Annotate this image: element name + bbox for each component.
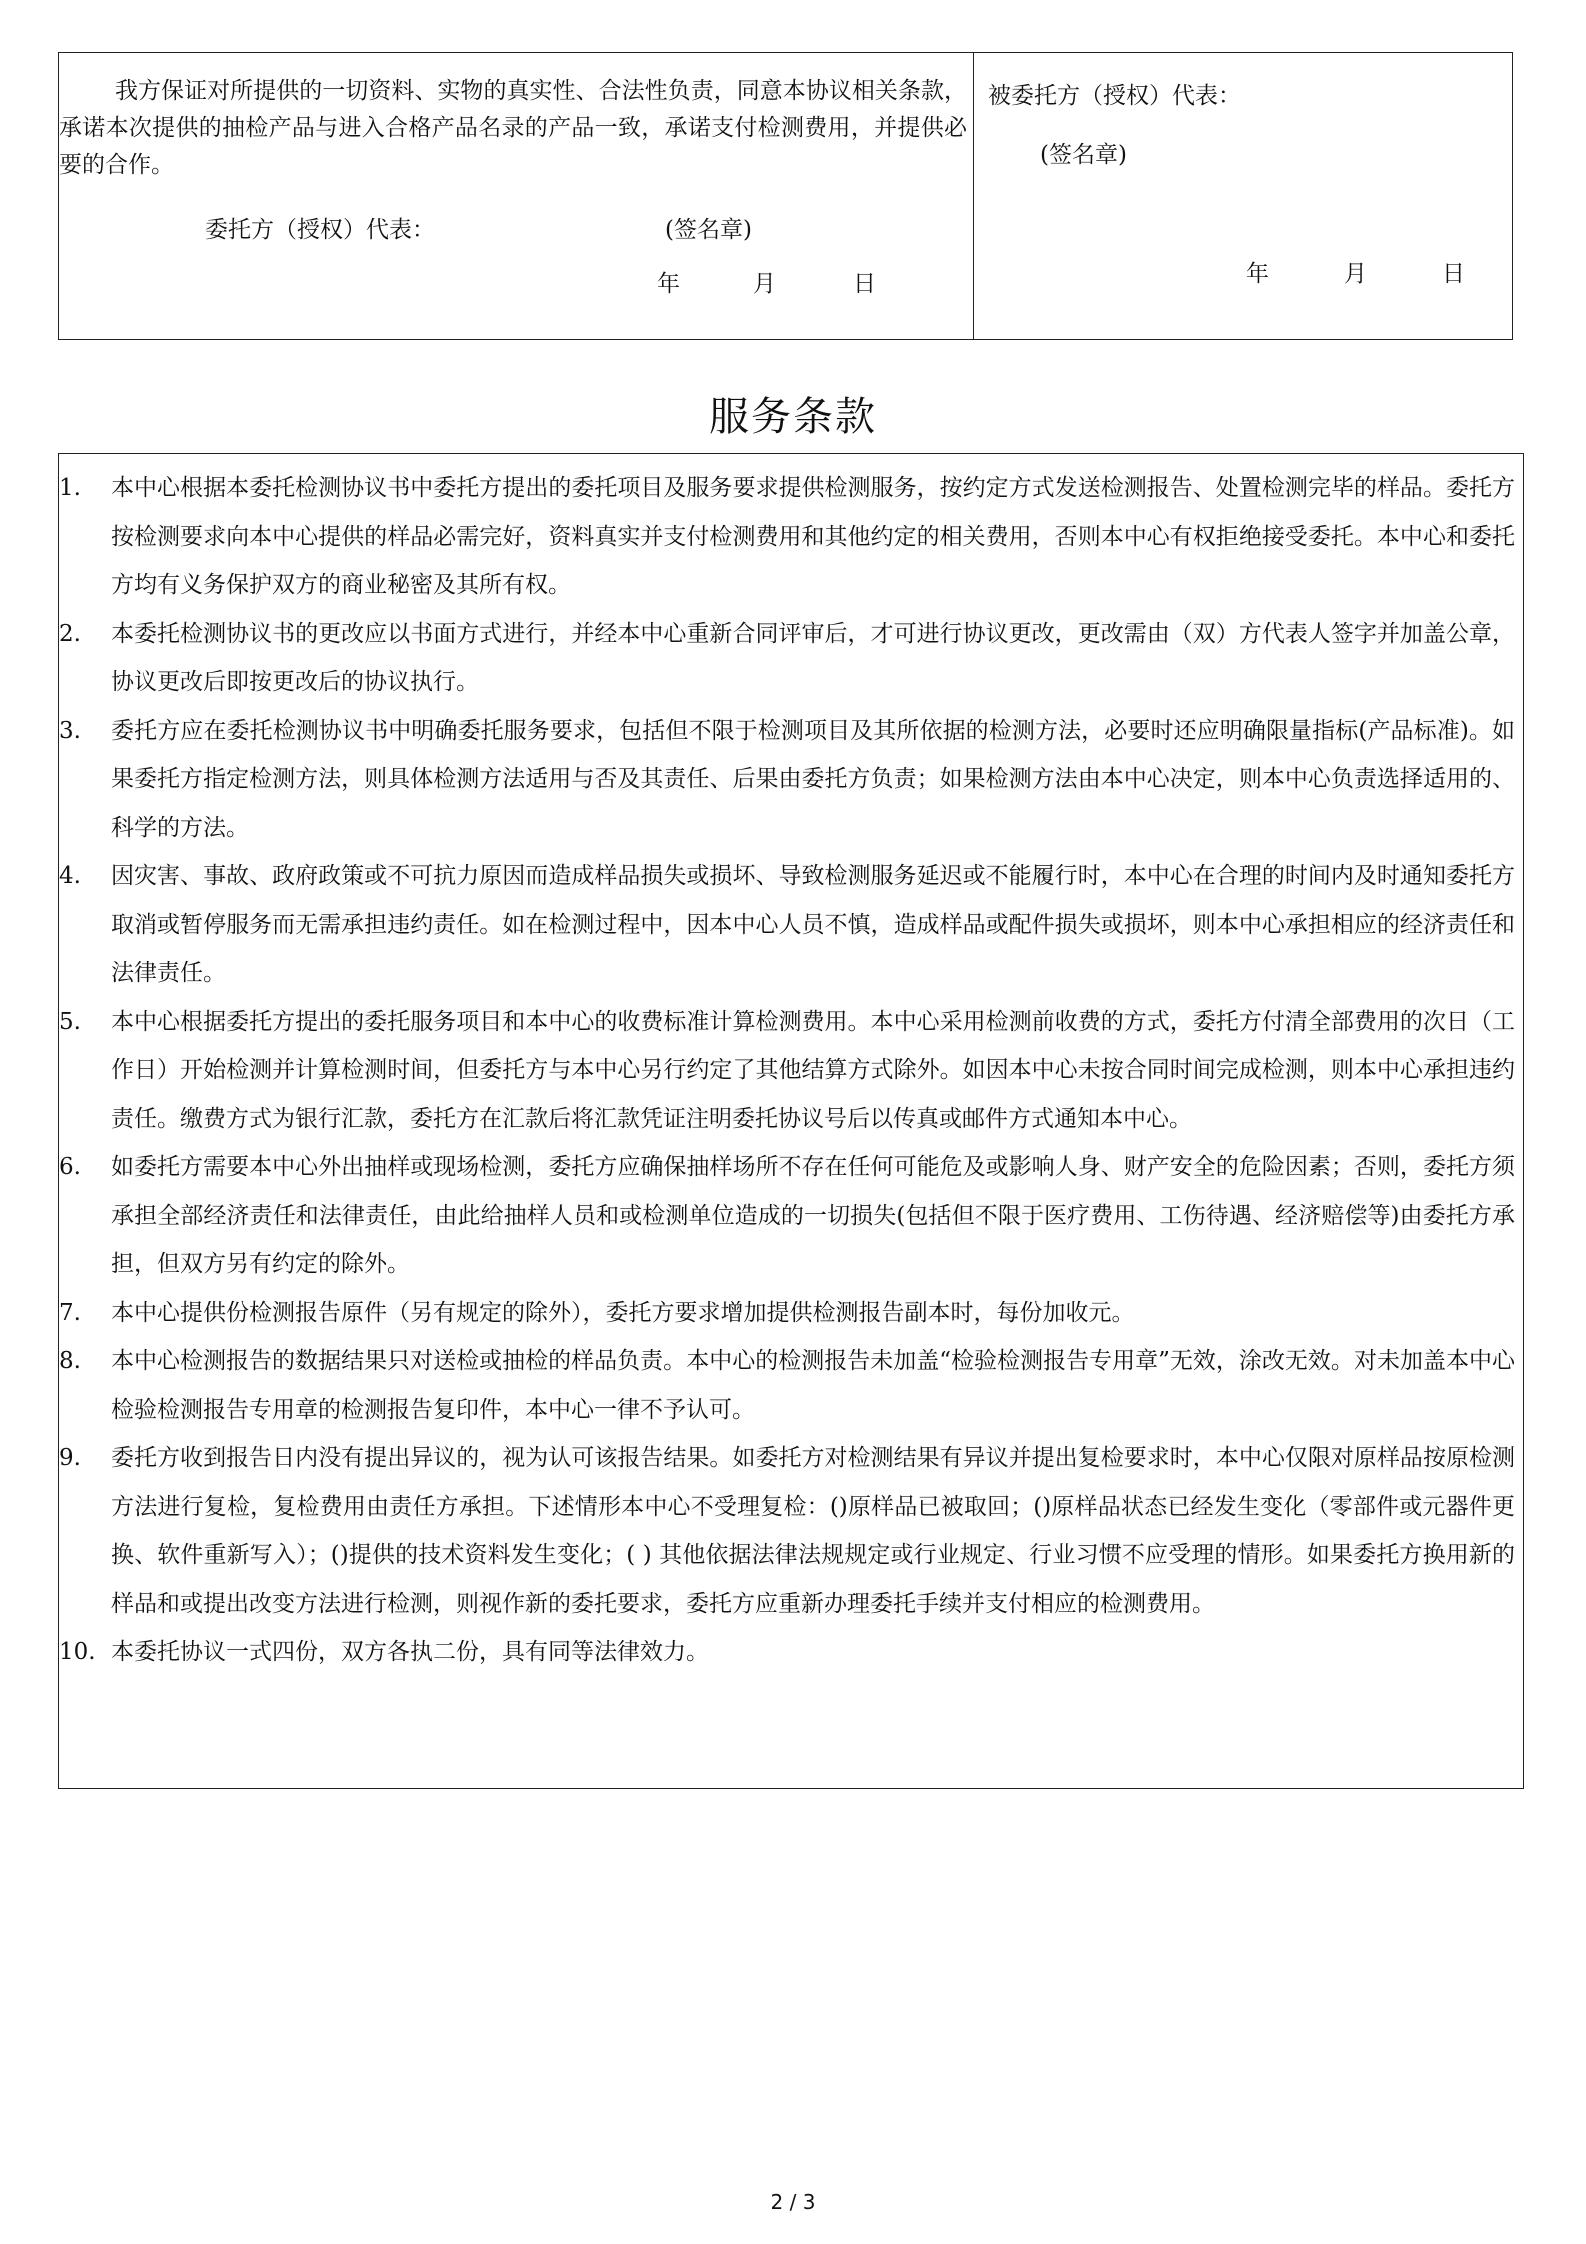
- term-item: [59, 707, 1523, 853]
- term-number: 9.: [59, 1445, 81, 1471]
- entrusted-date-year: 年: [1246, 261, 1269, 287]
- page-number: 2 / 3: [770, 2190, 816, 2214]
- client-sign-label: (签名章): [665, 217, 752, 243]
- term-item: [59, 1143, 1523, 1289]
- entrusted-date-month: 月: [1344, 261, 1367, 287]
- term-item: [59, 1289, 1523, 1338]
- term-text: 本中心根据委托方提出的委托服务项目和本中心的收费标准计算检测费用。本中心采用检测前收费的方式，委托方付清全部费用的次日（工作日）开始检测并计算检测时间，但委托方与本中心另行约定了其他结算方式除外。如因本中心未按合同时间完成检测，则本中心承担违约责任。缴费方式为银行汇款，委托方在汇款后将汇款凭证注明委托协议号后以传真或邮件方式通知本中心。: [111, 1008, 1515, 1132]
- term-text: 本委托检测协议书的更改应以书面方式进行，并经本中心重新合同评审后，才可进行协议更改，更改需由（双）方代表人签字并加盖公章，协议更改后即按更改后的协议执行。: [111, 620, 1515, 695]
- term-number: 5.: [59, 1008, 81, 1035]
- entrusted-signature-cell: [974, 53, 1512, 339]
- term-text: 委托方应在委托检测协议书中明确委托服务要求，包括但不限于检测项目及其所依据的检测方法，必要时还应明确限量指标(产品标准)。如果委托方指定检测方法，则具体检测方法适用与否及其责任、后果由委托方负责；如果检测方法由本中心决定，则本中心负责选择适用的、科学的方法。: [111, 717, 1515, 841]
- term-item: [59, 1434, 1523, 1628]
- term-number: 1.: [59, 475, 81, 501]
- term-text: 委托方收到报告日内没有提出异议的，视为认可该报告结果。如委托方对检测结果有异议并提出复检要求时，本中心仅限对原样品按原检测方法进行复检，复检费用由责任方承担。下述情形本中心不受理复检：()原样品已被取回；()原样品状态已经发生变化（零部件或元器件更换、软件重新写入）；()提供的技术资料发生变化；( ) 其他依据法律法规规定或行业规定、行业习惯不应受理的情形。如果委托方换用新的样品和或提出改变方法进行检测，则视作新的委托要求，委托方应重新办理委托手续并支付相应的检测费用。: [111, 1445, 1515, 1617]
- term-number: 3.: [59, 717, 81, 744]
- term-number: 7.: [59, 1299, 81, 1326]
- term-number: 4.: [59, 863, 81, 889]
- term-text: 本中心根据本委托检测协议书中委托方提出的委托项目及服务要求提供检测服务，按约定方式发送检测报告、处置检测完毕的样品。委托方按检测要求向本中心提供的样品必需完好，资料真实并支付检测费用和其他约定的相关费用，否则本中心有权拒绝接受委托。本中心和委托方均有义务保护双方的商业秘密及其所有权。: [111, 475, 1515, 598]
- service-terms-box: [58, 453, 1524, 1789]
- service-terms-title: 服务条款: [709, 394, 877, 440]
- client-date-month: 月: [753, 271, 776, 297]
- term-number: 10.: [59, 1639, 96, 1665]
- term-text: 本委托协议一式四份，双方各执二份，具有同等法律效力。: [111, 1639, 709, 1665]
- term-item: [59, 998, 1523, 1144]
- term-item: [59, 1337, 1523, 1434]
- client-date-day: 日: [853, 271, 876, 297]
- entrusted-date-day: 日: [1442, 261, 1465, 287]
- client-date-year: 年: [657, 271, 680, 297]
- client-rep-label: 委托方（授权）代表：: [205, 217, 435, 243]
- term-number: 2.: [59, 620, 81, 647]
- term-item: [59, 610, 1523, 707]
- term-text: 本中心提供份检测报告原件（另有规定的除外），委托方要求增加提供检测报告副本时，每份加收元。: [111, 1299, 1135, 1326]
- signature-table: [58, 52, 1513, 340]
- term-number: 8.: [59, 1348, 81, 1374]
- client-signature-cell: [59, 53, 974, 339]
- term-item: [59, 852, 1523, 998]
- guarantee-statement: 我方保证对所提供的一切资料、实物的真实性、合法性负责，同意本协议相关条款，承诺本次提供的抽检产品与进入合格产品名录的产品一致，承诺支付检测费用，并提供必要的合作。: [59, 78, 967, 178]
- term-text: 因灾害、事故、政府政策或不可抗力原因而造成样品损失或损坏、导致检测服务延迟或不能履行时，本中心在合理的时间内及时通知委托方取消或暂停服务而无需承担违约责任。如在检测过程中，因本中心人员不慎，造成样品或配件损失或损坏，则本中心承担相应的经济责任和法律责任。: [111, 863, 1515, 986]
- term-number: 6.: [59, 1154, 81, 1180]
- term-text: 如委托方需要本中心外出抽样或现场检测，委托方应确保抽样场所不存在任何可能危及或影响人身、财产安全的危险因素；否则，委托方须承担全部经济责任和法律责任，由此给抽样人员和或检测单位造成的一切损失(包括但不限于医疗费用、工伤待遇、经济赔偿等)由委托方承担，但双方另有约定的除外。: [111, 1154, 1515, 1277]
- service-terms-list: [59, 454, 1523, 1677]
- term-text: 本中心检测报告的数据结果只对送检或抽检的样品负责。本中心的检测报告未加盖“检验检测报告专用章”无效，涂改无效。对未加盖本中心检验检测报告专用章的检测报告复印件，本中心一律不予认可。: [111, 1348, 1515, 1423]
- entrusted-sign-label: (签名章): [1040, 142, 1127, 168]
- entrusted-rep-label: 被委托方（授权）代表：: [988, 83, 1241, 109]
- term-item: [59, 464, 1523, 610]
- term-item: [59, 1628, 1523, 1677]
